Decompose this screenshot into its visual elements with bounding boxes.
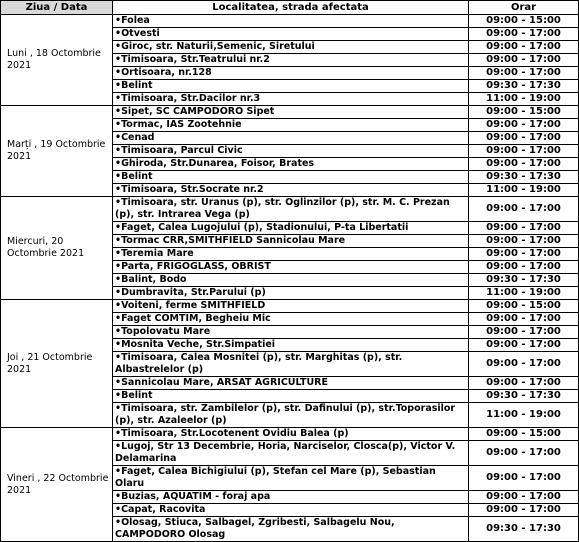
- location-cell: •Faget, Calea Bichigiului (p), Stefan cel Mare (p), Sebastian Olaru: [113, 466, 469, 491]
- time-cell: 09:00 - 17:00: [469, 197, 579, 222]
- table-row: [1, 106, 579, 119]
- table-row: [1, 197, 579, 222]
- location-cell: •Ortisoara, nr.128: [113, 67, 469, 80]
- location-cell: •Lugoj, Str 13 Decembrie, Horia, Narciselor, Closca(p), Victor V. Delamarina: [113, 441, 469, 466]
- time-cell: 09:00 - 17:00: [469, 339, 579, 352]
- time-cell: 09:00 - 17:00: [469, 504, 579, 517]
- time-cell: 09:00 - 17:00: [469, 466, 579, 491]
- location-cell: •Parta, FRIGOGLASS, OBRIST: [113, 261, 469, 274]
- location-cell: •Timisoara, Str.Socrate nr.2: [113, 184, 469, 197]
- location-cell: •Topolovatu Mare: [113, 326, 469, 339]
- time-cell: 09:30 - 17:30: [469, 80, 579, 93]
- time-cell: 09:00 - 17:00: [469, 28, 579, 41]
- time-cell: 09:00 - 17:00: [469, 132, 579, 145]
- time-cell: 09:00 - 15:00: [469, 106, 579, 119]
- location-cell: •Dumbravita, Str.Parului (p): [113, 287, 469, 300]
- time-cell: 11:00 - 19:00: [469, 403, 579, 428]
- location-cell: •Voiteni, ferme SMITHFIELD: [113, 300, 469, 313]
- time-cell: 09:00 - 17:00: [469, 441, 579, 466]
- time-cell: 11:00 - 19:00: [469, 287, 579, 300]
- location-cell: •Timisoara, Parcul Civic: [113, 145, 469, 158]
- location-cell: •Belint: [113, 171, 469, 184]
- location-cell: •Buzias, AQUATIM - foraj apa: [113, 491, 469, 504]
- time-cell: 09:00 - 17:00: [469, 491, 579, 504]
- time-cell: 09:00 - 17:00: [469, 352, 579, 377]
- location-cell: •Timisoara, str. Zambilelor (p), str. Dafinului (p), str.Toporasilor (p), str. Azaleelor (p): [113, 403, 469, 428]
- location-cell: •Cenad: [113, 132, 469, 145]
- location-cell: •Ghiroda, Str.Dunarea, Foisor, Brates: [113, 158, 469, 171]
- time-cell: 09:00 - 17:00: [469, 145, 579, 158]
- time-cell: 09:00 - 15:00: [469, 428, 579, 441]
- time-cell: 11:00 - 19:00: [469, 184, 579, 197]
- location-cell: •Timisoara, Str.Teatrului nr.2: [113, 54, 469, 67]
- day-column-header: Ziua / Data: [1, 1, 113, 15]
- time-cell: 11:00 - 19:00: [469, 93, 579, 106]
- time-cell: 09:00 - 17:00: [469, 41, 579, 54]
- time-cell: 09:30 - 17:30: [469, 171, 579, 184]
- time-cell: 09:00 - 15:00: [469, 300, 579, 313]
- location-cell: •Folea: [113, 15, 469, 28]
- time-cell: 09:00 - 17:00: [469, 54, 579, 67]
- location-cell: •Tormac, IAS Zootehnie: [113, 119, 469, 132]
- time-cell: 09:00 - 17:00: [469, 248, 579, 261]
- location-cell: •Belint: [113, 390, 469, 403]
- location-cell: •Sannicolau Mare, ARSAT AGRICULTURE: [113, 377, 469, 390]
- table-row: [1, 300, 579, 313]
- time-cell: 09:00 - 17:00: [469, 326, 579, 339]
- day-date-cell: Marți , 19 Octombrie 2021: [1, 106, 113, 197]
- location-cell: •Faget, Calea Lugojului (p), Stadionului, P-ta Libertatii: [113, 222, 469, 235]
- location-cell: •Timisoara, Str.Dacilor nr.3: [113, 93, 469, 106]
- day-date-cell: Vineri , 22 Octombrie 2021: [1, 428, 113, 542]
- location-cell: •Olosag, Stiuca, Salbagel, Zgribesti, Salbagelu Nou, CAMPODORO Olosag: [113, 517, 469, 542]
- time-cell: 09:00 - 17:00: [469, 119, 579, 132]
- day-date-cell: Luni , 18 Octombrie 2021: [1, 15, 113, 106]
- time-cell: 09:00 - 17:00: [469, 313, 579, 326]
- time-cell: 09:00 - 17:00: [469, 261, 579, 274]
- day-date-cell: Miercuri, 20 Octombrie 2021: [1, 197, 113, 300]
- location-cell: •Timisoara, str. Uranus (p), str. Oglinzilor (p), str. M. C. Prezan (p), str. Intrarea Vega (p): [113, 197, 469, 222]
- location-cell: •Faget COMTIM, Begheiu Mic: [113, 313, 469, 326]
- location-cell: •Timisoara, Str.Locotenent Ovidiu Balea (p): [113, 428, 469, 441]
- time-cell: 09:30 - 17:30: [469, 274, 579, 287]
- time-cell: 09:30 - 17:30: [469, 390, 579, 403]
- table-row: [1, 428, 579, 441]
- location-cell: •Tormac CRR,SMITHFIELD Sannicolau Mare: [113, 235, 469, 248]
- time-cell: 09:00 - 17:00: [469, 158, 579, 171]
- location-cell: •Giroc, str. Naturii,Semenic, Siretului: [113, 41, 469, 54]
- time-cell: 09:00 - 17:00: [469, 67, 579, 80]
- header-row: [1, 1, 579, 15]
- table-row: [1, 15, 579, 28]
- location-column-header: Localitatea, strada afectata: [113, 1, 469, 15]
- location-cell: •Capat, Racovita: [113, 504, 469, 517]
- location-cell: •Sipet, SC CAMPODORO Sipet: [113, 106, 469, 119]
- time-cell: 09:00 - 17:00: [469, 377, 579, 390]
- day-date-cell: Joi , 21 Octombrie 2021: [1, 300, 113, 428]
- location-cell: •Timisoara, Calea Mosnitei (p), str. Marghitas (p), str. Albastrelelor (p): [113, 352, 469, 377]
- location-cell: •Balint, Bodo: [113, 274, 469, 287]
- schedule-body: [1, 15, 579, 542]
- location-cell: •Belint: [113, 80, 469, 93]
- time-cell: 09:00 - 17:00: [469, 222, 579, 235]
- location-cell: •Mosnita Veche, Str.Simpatiei: [113, 339, 469, 352]
- location-cell: •Otvesti: [113, 28, 469, 41]
- location-cell: •Teremia Mare: [113, 248, 469, 261]
- time-column-header: Orar: [469, 1, 579, 15]
- time-cell: 09:00 - 17:00: [469, 235, 579, 248]
- time-cell: 09:00 - 15:00: [469, 15, 579, 28]
- time-cell: 09:30 - 17:30: [469, 517, 579, 542]
